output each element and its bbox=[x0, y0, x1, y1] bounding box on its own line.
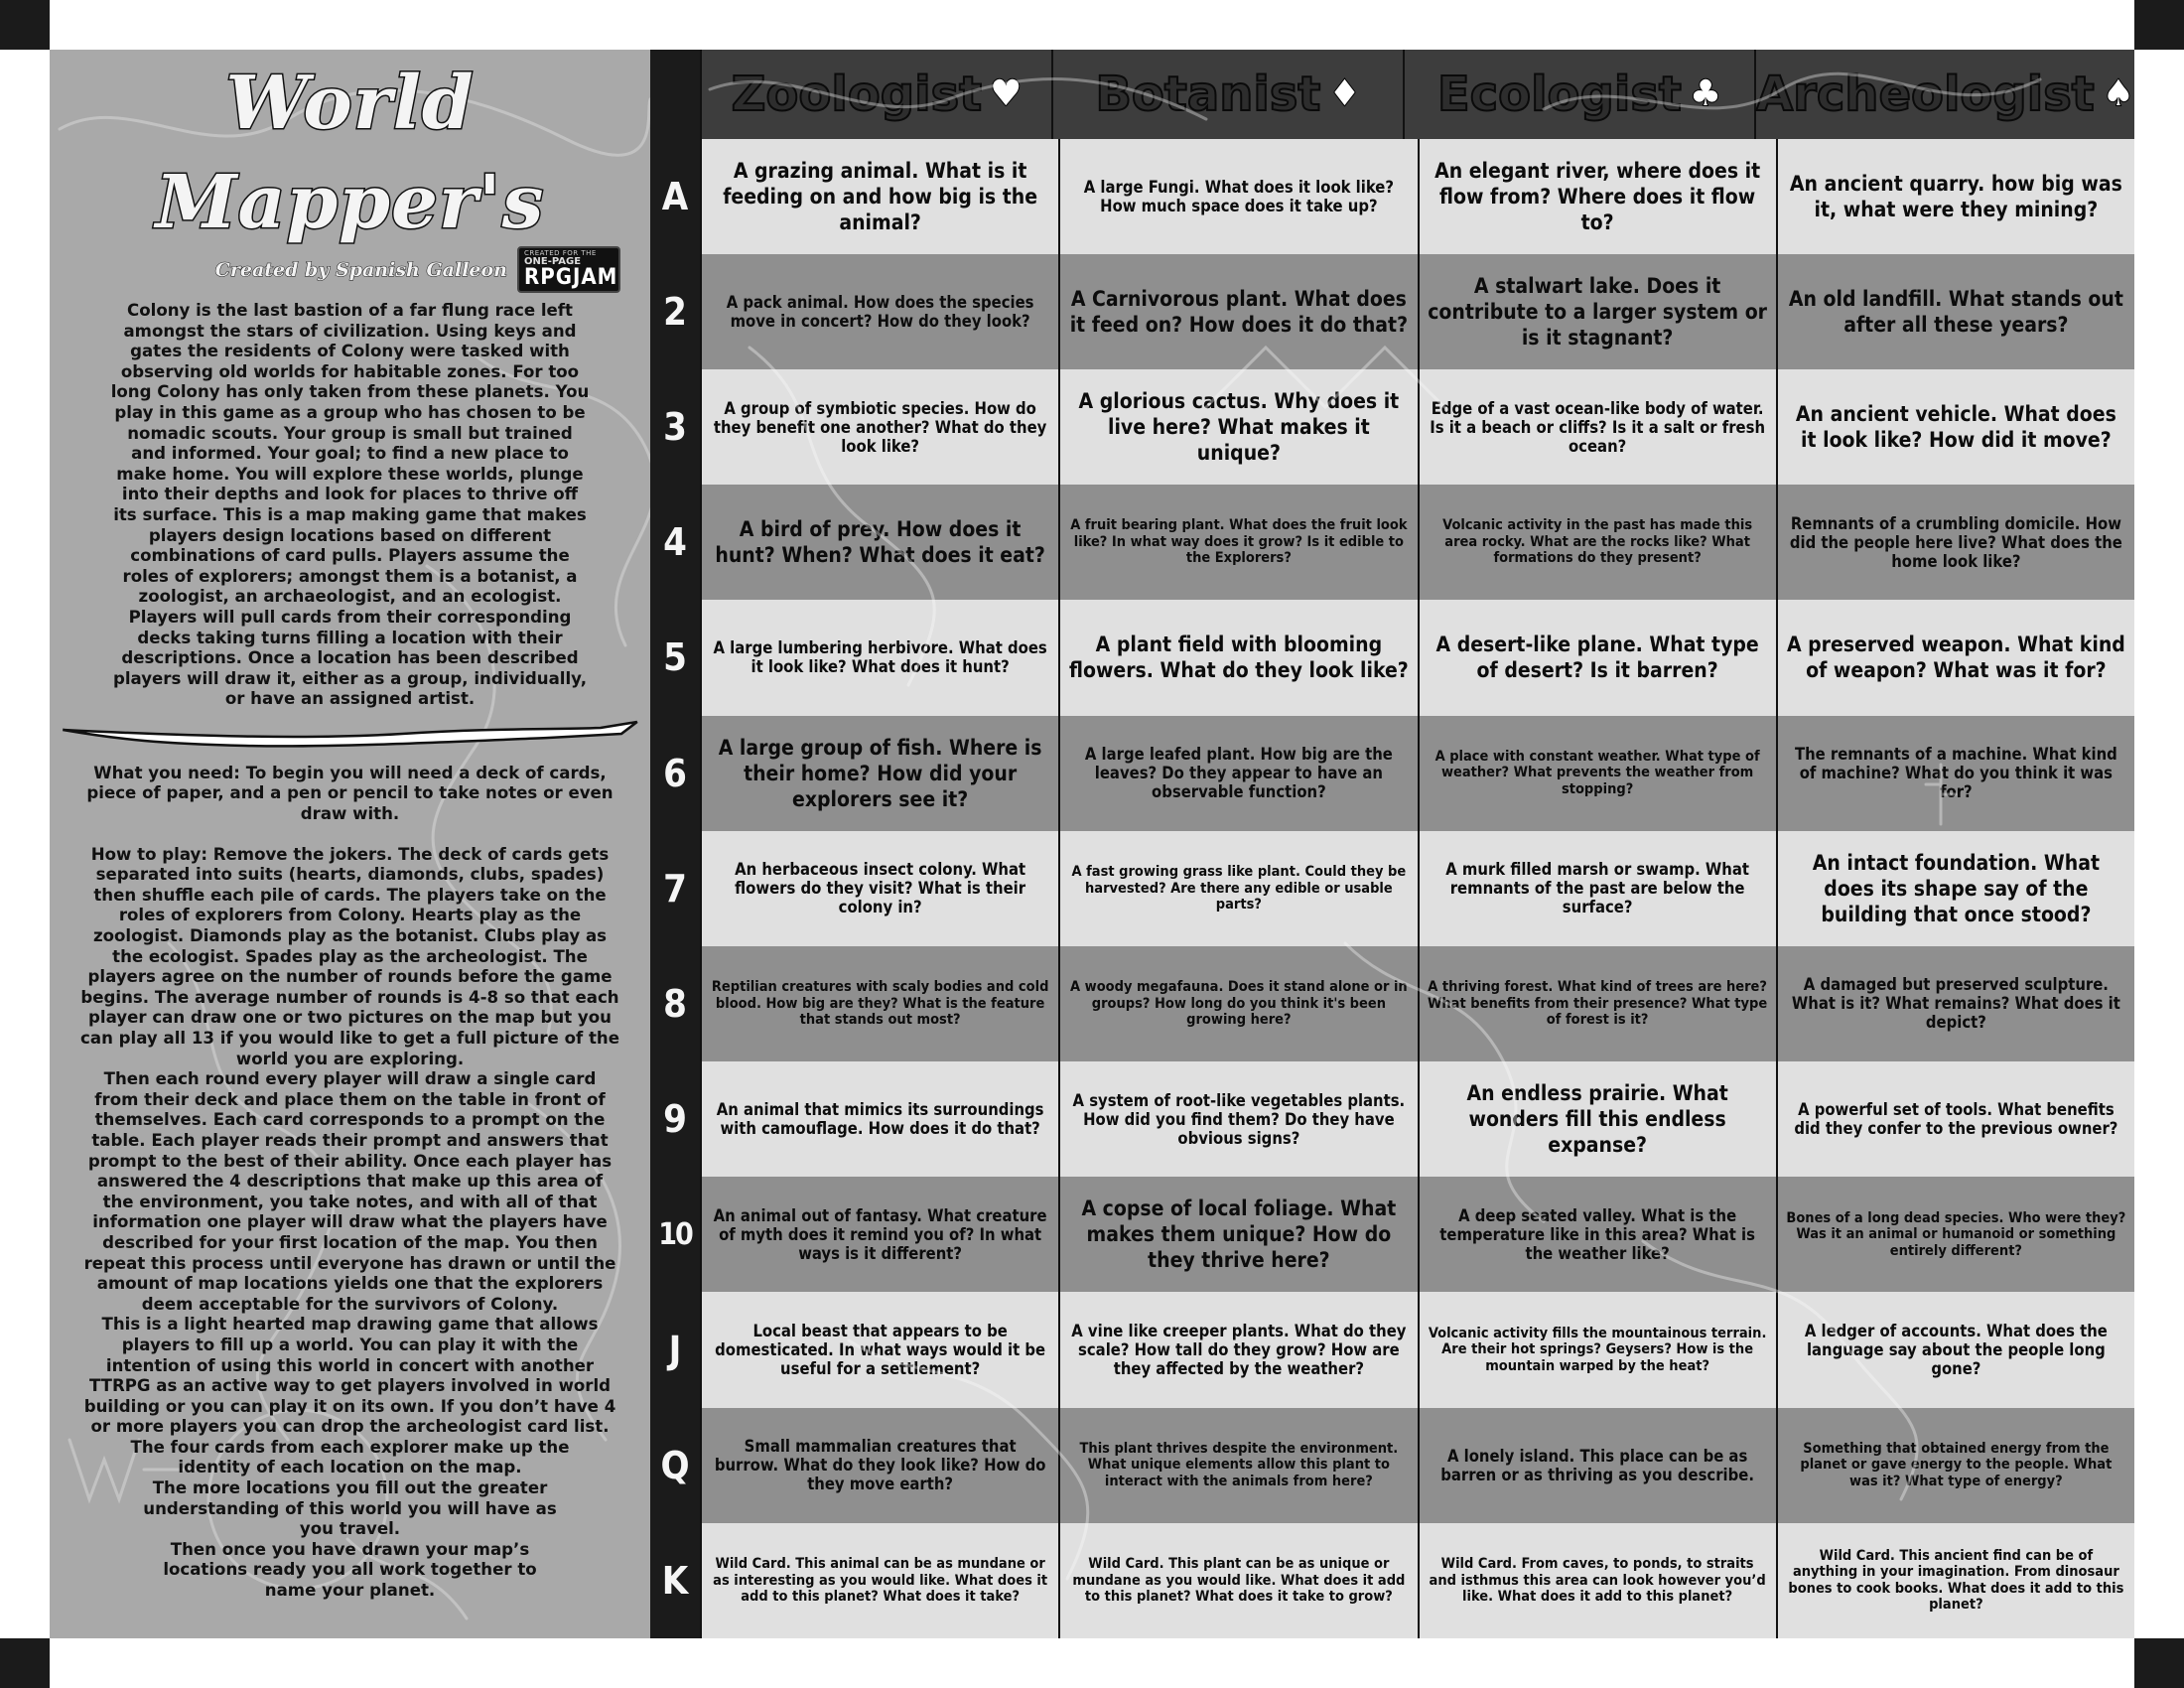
prompt-cell: Volcanic activity in the past has made this area rocky. What are the rocks like? What formations do they present? bbox=[1418, 485, 1776, 600]
rank-label: 8 bbox=[650, 946, 700, 1061]
prompt-cell: An old landfill. What stands out after all these years? bbox=[1776, 254, 2134, 369]
prompt-cell: A system of root-like vegetables plants. How did you find them? Do they have obvious signs? bbox=[1058, 1061, 1417, 1177]
prompt-cell: A fast growing grass like plant. Could they be harvested? Are there any edible or usable parts? bbox=[1058, 831, 1417, 946]
rank-label: A bbox=[650, 139, 700, 254]
prompt-cell: Remnants of a crumbling domicile. How did the people here live? What does the home look like? bbox=[1776, 485, 2134, 600]
table-row bbox=[650, 139, 2134, 254]
prompt-cell: A large leafed plant. How big are the leaves? Do they appear to have an observable function? bbox=[1058, 716, 1417, 831]
game-title: World Mapper's bbox=[155, 61, 545, 245]
column-title: Archeologist bbox=[1756, 66, 2095, 122]
table-row bbox=[650, 600, 2134, 715]
prompt-cell: An herbaceous insect colony. What flowers do they visit? What is their colony in? bbox=[700, 831, 1058, 946]
club-icon: ♣ bbox=[1689, 73, 1722, 115]
brush-divider bbox=[58, 718, 642, 752]
prompt-cell: An animal that mimics its surroundings with camouflage. How does it do that? bbox=[700, 1061, 1058, 1177]
prompt-cell: Bones of a long dead species. Who were they? Was it an animal or humanoid or something entirely different? bbox=[1776, 1177, 2134, 1292]
crop-mark-bottom-right bbox=[2134, 1638, 2184, 1688]
table-row bbox=[650, 485, 2134, 600]
more-locations-paragraph: The more locations you fill out the greater understanding of this world you will have as you travel. bbox=[143, 1478, 557, 1539]
table-row bbox=[650, 369, 2134, 485]
table-row bbox=[650, 1177, 2134, 1292]
crop-mark-bottom-left bbox=[0, 1638, 50, 1688]
each-round-paragraph: Then each round every player will draw a single card from their deck and place them on the table in front of themselves. Each card corresponds to a prompt on the table. Each player reads their prompt and answers that prompt to the best of their ability. Once each player has answered the 4 descriptions that make up this area of the environment, you take notes, and with all of that information one player will draw what the players have described for your first location of the map. You then repeat this process until everyone has drawn or until the amount of map locations yields one that the explorers deem acceptable for the survivors of Colony. bbox=[83, 1069, 616, 1314]
crop-mark-top-right bbox=[2134, 0, 2184, 50]
prompt-cell: A deep seated valley. What is the temperature like in this area? What is the weather like? bbox=[1418, 1177, 1776, 1292]
table-row bbox=[650, 1523, 2134, 1638]
prompt-cell: A Carnivorous plant. What does it feed on? How does it do that? bbox=[1058, 254, 1417, 369]
rank-label: 3 bbox=[650, 369, 700, 485]
jam-badge-middle: ONE-PAGE bbox=[524, 256, 582, 267]
prompt-cell: A copse of local foliage. What makes them unique? How do they thrive here? bbox=[1058, 1177, 1417, 1292]
game-sheet bbox=[50, 50, 2134, 1638]
rank-label: 5 bbox=[650, 600, 700, 715]
four-cards-paragraph: The four cards from each explorer make up the identity of each location on the map. bbox=[130, 1437, 570, 1477]
table-row bbox=[650, 254, 2134, 369]
prompt-cell: A preserved weapon. What kind of weapon? What was it for? bbox=[1776, 600, 2134, 715]
prompt-cell: A fruit bearing plant. What does the fruit look like? In what way does it grow? Is it edible to the Explorers? bbox=[1058, 485, 1417, 600]
prompt-cell: Something that obtained energy from the planet or gave energy to the people. What was it? What type of energy? bbox=[1776, 1408, 2134, 1523]
prompt-cell: Volcanic activity fills the mountainous terrain. Are their hot springs? Geysers? How is the mountain warped by the heat? bbox=[1418, 1292, 1776, 1407]
prompt-cell: A murk filled marsh or swamp. What remnants of the past are below the surface? bbox=[1418, 831, 1776, 946]
prompt-cell: A pack animal. How does the species move in concert? How do they look? bbox=[700, 254, 1058, 369]
prompt-cell: A stalwart lake. Does it contribute to a larger system or is it stagnant? bbox=[1418, 254, 1776, 369]
prompt-cell: An endless prairie. What wonders fill this endless expanse? bbox=[1418, 1061, 1776, 1177]
prompt-cell: A lonely island. This place can be as barren or as thriving as you describe. bbox=[1418, 1408, 1776, 1523]
prompt-cell: Reptilian creatures with scaly bodies and cold blood. How big are they? What is the feature that stands out most? bbox=[700, 946, 1058, 1061]
rank-label: 7 bbox=[650, 831, 700, 946]
column-header-zoologist bbox=[700, 50, 1051, 139]
closing-paragraph: Then once you have drawn your map’s locations ready you all work together to name your planet. bbox=[163, 1539, 537, 1601]
heart-icon: ♥ bbox=[990, 73, 1023, 115]
crop-mark-top-left bbox=[0, 0, 50, 50]
rank-label: 2 bbox=[650, 254, 700, 369]
prompt-cell: An ancient quarry. how big was it, what were they mining? bbox=[1776, 139, 2134, 254]
prompt-table bbox=[650, 50, 2134, 1638]
prompt-cell: A vine like creeper plants. What do they scale? How tall do they grow? How are they affected by the weather? bbox=[1058, 1292, 1417, 1407]
prompt-cell: Local beast that appears to be domesticated. In what ways would it be useful for a settlement? bbox=[700, 1292, 1058, 1407]
prompt-cell: A damaged but preserved sculpture. What is it? What remains? What does it depict? bbox=[1776, 946, 2134, 1061]
rules-text bbox=[69, 301, 630, 710]
author-byline: Created by Spanish Galleon bbox=[214, 258, 507, 281]
rank-label: 9 bbox=[650, 1061, 700, 1177]
table-row bbox=[650, 831, 2134, 946]
prompt-cell: A thriving forest. What kind of trees are here? What benefits from their presence? What type of forest is it? bbox=[1418, 946, 1776, 1061]
prompt-cell: Edge of a vast ocean-like body of water. Is it a beach or cliffs? Is it a salt or fresh ocean? bbox=[1418, 369, 1776, 485]
prompt-cell: A large Fungi. What does it look like? How much space does it take up? bbox=[1058, 139, 1417, 254]
one-page-rpg-jam-badge bbox=[517, 246, 620, 293]
prompt-cell: A woody megafauna. Does it stand alone or in groups? How long do you think it's been growing here? bbox=[1058, 946, 1417, 1061]
prompt-cell: An ancient vehicle. What does it look like? How did it move? bbox=[1776, 369, 2134, 485]
prompt-cell: A group of symbiotic species. How do they benefit one another? What do they look like? bbox=[700, 369, 1058, 485]
prompt-cell: A powerful set of tools. What benefits did they confer to the previous owner? bbox=[1776, 1061, 2134, 1177]
prompt-cell: A desert-like plane. What type of desert? Is it barren? bbox=[1418, 600, 1776, 715]
column-title: Ecologist bbox=[1436, 66, 1682, 122]
table-row bbox=[650, 946, 2134, 1061]
prompt-cell: A bird of prey. How does it hunt? When? What does it eat? bbox=[700, 485, 1058, 600]
column-title: Botanist bbox=[1095, 66, 1321, 122]
prompt-cell: A place with constant weather. What type of weather? What prevents the weather from stopping? bbox=[1418, 716, 1776, 831]
rank-label: 4 bbox=[650, 485, 700, 600]
light-hearted-paragraph: This is a light hearted map drawing game that allows players to fill up a world. You can play it with the intention of using this world in concert with another TTRPG as an active way to get players involved in world building or you can play it on its own. If you don’t have 4 or more players you can drop the archeologist card list. bbox=[83, 1315, 616, 1437]
prompt-cell: The remnants of a machine. What kind of machine? What do you think it was for? bbox=[1776, 716, 2134, 831]
jam-badge-top: CREATED FOR THE bbox=[524, 249, 597, 257]
what-you-need-paragraph: What you need: To begin you will need a deck of cards, piece of paper, and a pen or pencil to take notes or even draw with. bbox=[86, 763, 614, 824]
jam-badge-main: RPGJAM bbox=[524, 265, 618, 290]
prompt-cell: A glorious cactus. Why does it live here? What makes it unique? bbox=[1058, 369, 1417, 485]
table-row bbox=[650, 1408, 2134, 1523]
table-row bbox=[650, 1292, 2134, 1407]
column-header-archeologist bbox=[1754, 50, 2134, 139]
byline-row bbox=[69, 246, 630, 293]
table-row bbox=[650, 1061, 2134, 1177]
prompt-cell: A plant field with blooming flowers. What do they look like? bbox=[1058, 600, 1417, 715]
spade-icon: ♠ bbox=[2102, 73, 2135, 115]
prompt-cell: Wild Card. This plant can be as unique or mundane as you would like. What does it add to this planet? What does it take to grow? bbox=[1058, 1523, 1417, 1638]
column-title: Zoologist bbox=[731, 66, 983, 122]
diamond-icon: ♦ bbox=[1328, 73, 1361, 115]
intro-paragraph: Colony is the last bastion of a far flung race left amongst the stars of civilization. Using keys and gates the residents of Colony were tasked with observing old worlds for habitable zones. For too long Colony has only taken from these planets. You play in this game as a group who has chosen to be nomadic scouts. Your group is small but trained and informed. Your goal; to find a new place to make home. You will explore these worlds, plunge into their depths and look for places to thrive off its surface. This is a map making game that makes players design locations based on different combinations of card pulls. Players assume the roles of explorers; amongst them is a botanist, a zoologist, an archaeologist, and an ecologist. Players will pull cards from their corresponding decks taking turns filling a location with their descriptions. Once a location has been described players will draw it, either as a group, individually, or have an assigned artist. bbox=[110, 301, 590, 709]
rank-label: 6 bbox=[650, 716, 700, 831]
prompt-cell: An elegant river, where does it flow from? Where does it flow to? bbox=[1418, 139, 1776, 254]
prompt-cell: Small mammalian creatures that burrow. What do they look like? How do they move earth? bbox=[700, 1408, 1058, 1523]
column-header-botanist bbox=[1051, 50, 1403, 139]
prompt-cell: A large lumbering herbivore. What does it look like? What does it hunt? bbox=[700, 600, 1058, 715]
table-header bbox=[650, 50, 2134, 139]
rules-text-lower bbox=[69, 764, 630, 1602]
prompt-cell: This plant thrives despite the environment. What unique elements allow this plant to interact with the animals from here? bbox=[1058, 1408, 1417, 1523]
prompt-cell: Wild Card. This animal can be as mundane or as interesting as you would like. What does it add to this planet? What does it take? bbox=[700, 1523, 1058, 1638]
rank-label: K bbox=[650, 1523, 700, 1638]
how-to-play-paragraph: How to play: Remove the jokers. The deck of cards gets separated into suits (hearts, diamonds, clubs, spades) then shuffle each pile of cards. The players take on the roles of explorers from Colony. Hearts play as the zoologist. Diamonds play as the botanist. Clubs play as the ecologist. Spades play as the archeologist. The players agree on the number of rounds before the game begins. The average number of rounds is 4-8 so that each player can draw one or two pictures on the map but you can play all 13 if you would like to get a full picture of the world you are exploring. bbox=[80, 844, 619, 1068]
prompt-cell: An intact foundation. What does its shape say of the building that once stood? bbox=[1776, 831, 2134, 946]
prompt-cell: Wild Card. From caves, to ponds, to straits and isthmus this area can look however you’d like. What does it add to this planet? bbox=[1418, 1523, 1776, 1638]
prompt-cell: A grazing animal. What is it feeding on and how big is the animal? bbox=[700, 139, 1058, 254]
rank-column-header bbox=[650, 50, 700, 139]
rank-label: 10 bbox=[650, 1177, 700, 1292]
rank-label: Q bbox=[650, 1408, 700, 1523]
prompt-cell: Wild Card. This ancient find can be of anything in your imagination. From dinosaur bones to cook books. What does it add to this planet? bbox=[1776, 1523, 2134, 1638]
rules-panel bbox=[50, 50, 650, 1638]
table-body bbox=[650, 139, 2134, 1638]
prompt-cell: A large group of fish. Where is their home? How did your explorers see it? bbox=[700, 716, 1058, 831]
table-row bbox=[650, 716, 2134, 831]
column-header-ecologist bbox=[1403, 50, 1754, 139]
prompt-cell: A ledger of accounts. What does the language say about the people long gone? bbox=[1776, 1292, 2134, 1407]
rank-label: J bbox=[650, 1292, 700, 1407]
prompt-cell: An animal out of fantasy. What creature of myth does it remind you of? In what ways is it different? bbox=[700, 1177, 1058, 1292]
